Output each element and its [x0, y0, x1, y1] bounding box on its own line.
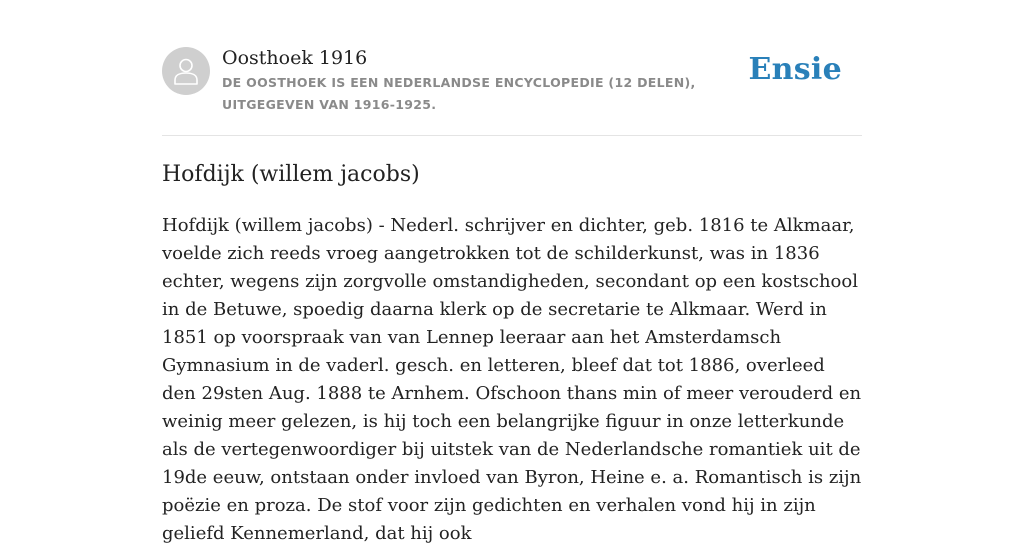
source-title[interactable]: Oosthoek 1916 [222, 47, 368, 69]
ensie-logo[interactable]: Ensie [748, 52, 842, 87]
user-icon [172, 56, 200, 86]
source-header [162, 0, 862, 136]
article-title: Hofdijk (willem jacobs) [162, 162, 420, 187]
article-body: Hofdijk (willem jacobs) - Nederl. schrijver en dichter, geb. 1816 te Alkmaar, voelde zich reeds vroeg aangetrokken tot de schilderkunst, was in 1836 echter, wegens zijn zorgvolle omstandigheden, secondant op een kostschool in de Betuwe, spoedig daarna klerk op de secretarie te Alkmaar. Werd in 1851 op voorspraak van van Lennep leeraar aan het Amsterdamsch Gymnasium in de vaderl. gesch. en letteren, bleef dat tot 1886, overleed den 29sten Aug. 1888 te Arnhem. Ofschoon thans min of meer verouderd en weinig meer gelezen, is hij toch een belangrijke figuur in onze letterkunde als de vertegenwoordiger bij uitstek van de Nederlandsche romantiek uit de 19de eeuw, ontstaan onder invloed van Byron, Heine e. a. Romantisch is zijn poëzie en proza. De stof voor zijn gedichten en verhalen vond hij in zijn geliefd Kennemerland, dat hij ook [162, 215, 862, 544]
source-description: DE OOSTHOEK IS EEN NEDERLANDSE ENCYCLOPEDIE (12 DELEN), UITGEGEVEN VAN 1916-1925. [222, 75, 696, 112]
content-container [162, 0, 862, 544]
source-avatar[interactable] [162, 47, 210, 95]
